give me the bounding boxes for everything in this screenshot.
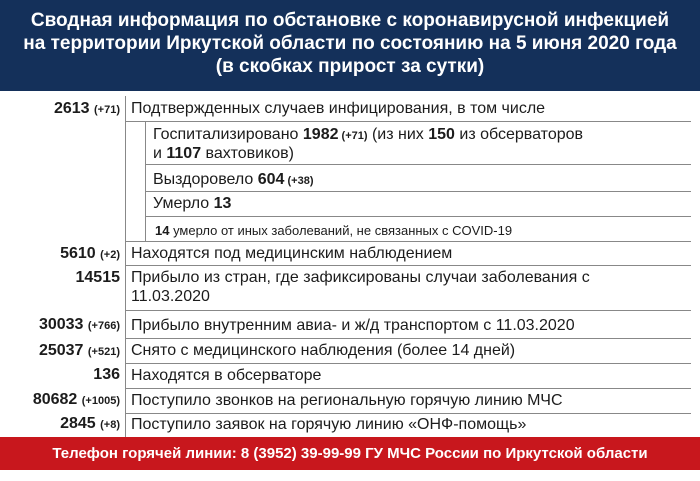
hotline-banner [0,437,700,470]
row-rule [125,241,691,242]
died-label: Умерло 13 [153,195,232,212]
calls-value [33,391,120,409]
died-other-label: 14 умерло от иных заболеваний, не связанных с COVID-19 [155,223,513,238]
confirmed-value [54,100,120,118]
sub-divider [145,121,146,241]
header-subtitle: (в скобках прирост за сутки) [215,56,485,77]
confirmed-count: 2613 [53,100,90,117]
removed-increment: (+521) [87,346,120,358]
row-rule [145,164,691,165]
header-banner [0,0,700,91]
row-rule [125,310,691,311]
row-rule [145,216,691,217]
observation-label: Находятся под медицинским наблюдением [131,245,453,262]
arrived-domestic-count: 30033 [38,316,84,333]
arrived-abroad-label: Прибыло из стран, где зафиксированы случаи заболевания с [131,269,590,286]
recovered-label: Выздоровело 604 (+38) [153,171,314,188]
table-column-divider [125,96,126,437]
row-rule [145,191,691,192]
arrived-abroad-label-2: 11.03.2020 [131,288,210,305]
calls-increment: (+1005) [81,395,120,407]
requests-count: 2845 [60,415,96,432]
bottom-strip [0,470,700,481]
requests-value [60,415,120,433]
removed-count: 25037 [38,342,84,359]
row-rule [125,338,691,339]
arrived-domestic-label: Прибыло внутренним авиа- и ж/д транспортом с 11.03.2020 [131,317,575,334]
hotline-text: Телефон горячей линии: 8 (3952) 39-99-99 ГУ МЧС России по Иркутской области [52,445,648,462]
requests-increment: (+8) [100,419,120,431]
arrived-abroad-count: 14515 [75,269,120,286]
calls-count: 80682 [32,391,78,408]
hospitalized-label-2: и 1107 вахтовиков) [153,145,294,162]
row-rule [125,265,691,266]
row-rule [125,388,691,389]
in-observatory-value [93,366,120,384]
in-observatory-count: 136 [93,366,120,383]
confirmed-increment: (+71) [94,104,120,116]
arrived-domestic-value [39,316,120,334]
removed-label: Снято с медицинского наблюдения (более 14 дней) [131,342,516,359]
row-rule [125,413,691,414]
observation-count: 5610 [60,245,96,262]
confirmed-label: Подтвержденных случаев инфицирования, в том числе [131,100,546,117]
arrived-domestic-increment: (+766) [87,320,120,332]
row-rule [125,121,691,122]
arrived-abroad-value [76,269,121,287]
row-rule [125,363,691,364]
observation-increment: (+2) [100,249,120,261]
header-title-line-1: Сводная информация по обстановке с коронавирусной инфекцией [30,10,670,31]
removed-value [39,342,120,360]
calls-label: Поступило звонков на региональную горячую линию МЧС [131,392,563,409]
observation-value [60,245,120,263]
in-observatory-label: Находятся в обсерваторе [131,367,322,384]
requests-label: Поступило заявок на горячую линию «ОНФ-помощь» [131,416,527,433]
header-title-line-2: на территории Иркутской области по состоянию на 5 июня 2020 года [23,33,677,54]
hospitalized-label: Госпитализировано 1982 (+71) (из них 150 из обсерваторов [153,126,584,143]
